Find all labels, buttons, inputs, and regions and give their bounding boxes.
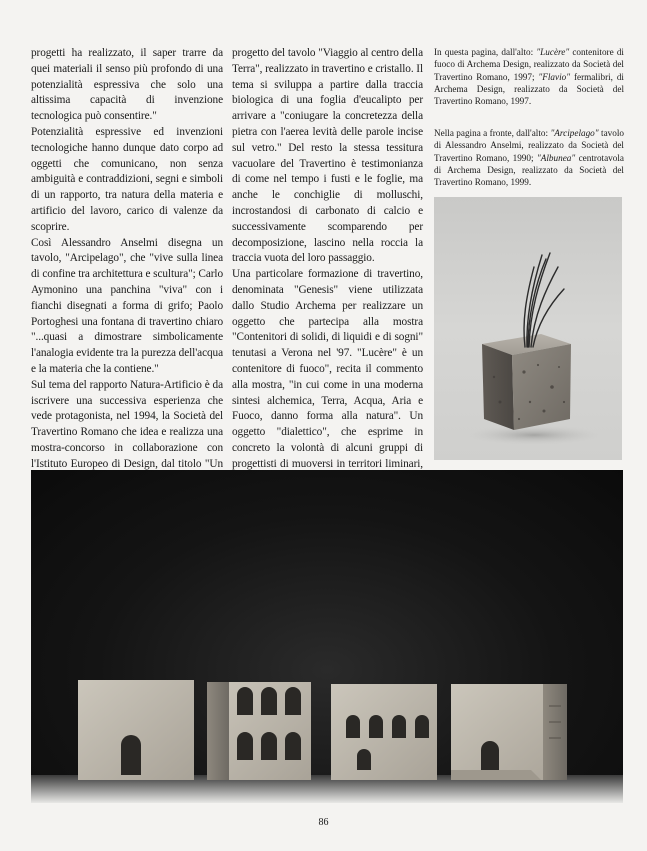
lucere-object-image (434, 197, 622, 460)
caption-title: "Lucère" (536, 47, 570, 57)
caption-title: "Flavio" (538, 71, 571, 82)
paragraph: Sul tema del rapporto Natura-Artificio è da iscrivere una successiva esperienza che vede protagonista, nel 1994, la Società del Travertino Romano che idea e realizza una mostra-concorso in collaborazione con l'Istituto Europeo di Design, dal titolo "Un (31, 378, 223, 470)
photo-caption-facing-page (434, 127, 624, 188)
paragraph: Potenzialità espressive ed invenzioni tecnologiche hanno dunque dato corpo ad oggetti che comunicano, non senza ambiguità e contraddizioni, segni e simboli di un rapporto, tra natura della materia e artificio del lavoro, carico di valenze da scoprire. (31, 125, 223, 233)
caption-text: contenitore di fuoco di Archema Design, realizzato da Società del Travertino Romano, 1997; (434, 47, 624, 82)
text-column-1 (31, 46, 223, 504)
caption-text: fermalibri, di Archema Design, realizzato da Società del Travertino Romano, 1997. (434, 71, 624, 107)
caption-text: tavolo di Alessandro Anselmi, realizzato da Società del Travertino Romano, 1990; (434, 128, 624, 163)
caption-text: In questa pagina, dall'alto: (434, 47, 537, 57)
paragraph: Così Alessandro Anselmi disegna un tavolo, "Arcipelago", che "vive sulla linea di confine tra architettura e scultura"; Carlo Aymonino una panchina "viva" con i fianchi disegnati a forma di grifo; Paolo Portoghesi una fontana di travertino chiaro "...quasi a dimostrare simbolicamente l'analogia evidente tra la purezza dell'acqua e la materia che la contiene." (31, 236, 223, 375)
arcipelago-photo (31, 470, 623, 803)
caption-title: "Albunea" (536, 152, 576, 163)
paragraph: progetto del tavolo "Viaggio al centro della Terra", realizzato in travertino e cristallo. Il tema si sviluppa a partire dalla traccia biologica di una foglia d'eucalipto per arrivare a "coniugare la concretezza della pietra con l'aerea levità delle parole incise sul vetro." Del resto la stessa tessitura vacuolare del Travertino è testimonianza di come nel tempo i fusti e le foglie, ma anche le conchiglie di molluschi, incrostandosi di carbonato di calcio e successivamente scomparendo per decomposizione, lascino nella roccia la traccia vuota del loro passaggio. (232, 47, 423, 265)
text-column-2 (232, 46, 423, 520)
photo-caption-this-page (434, 46, 624, 107)
page-number: 86 (318, 817, 329, 828)
paragraph: progetti ha realizzato, il saper trarre da quei materiali il senso più profondo di una potenzialità espressiva che solo una altissima capacità di invenzione tecnologica può consentire." (31, 47, 223, 123)
lucere-photo (434, 197, 622, 460)
caption-title: "Arcipelago" (550, 128, 599, 138)
arcipelago-object-image (31, 470, 623, 803)
paragraph: Una particolare formazione di travertino, denominata "Genesis" viene utilizzata dallo Studio Archema per realizzare un oggetto che partecipa alla mostra "Contenitori di solidi, di liquidi e di sogni" tenutasi a Verona nel '97. "Lucère" è un contenitore di fuoco", recita il commento alla mostra, "in cui come in una moderna sintesi alchemica, Terra, Acqua, Aria e Fuoco, danno forma alla natura". Un oggetto "dialettico", che esprime in concreto la volontà di alcuni gruppi di progettisti di muoversi in territori liminari, (232, 268, 423, 470)
caption-text: Nella pagina a fronte, dall'alto: (434, 128, 551, 138)
caption-text: centrotavola di Archema Design, realizzato da Società del Travertino Romano, 1999. (434, 152, 624, 188)
